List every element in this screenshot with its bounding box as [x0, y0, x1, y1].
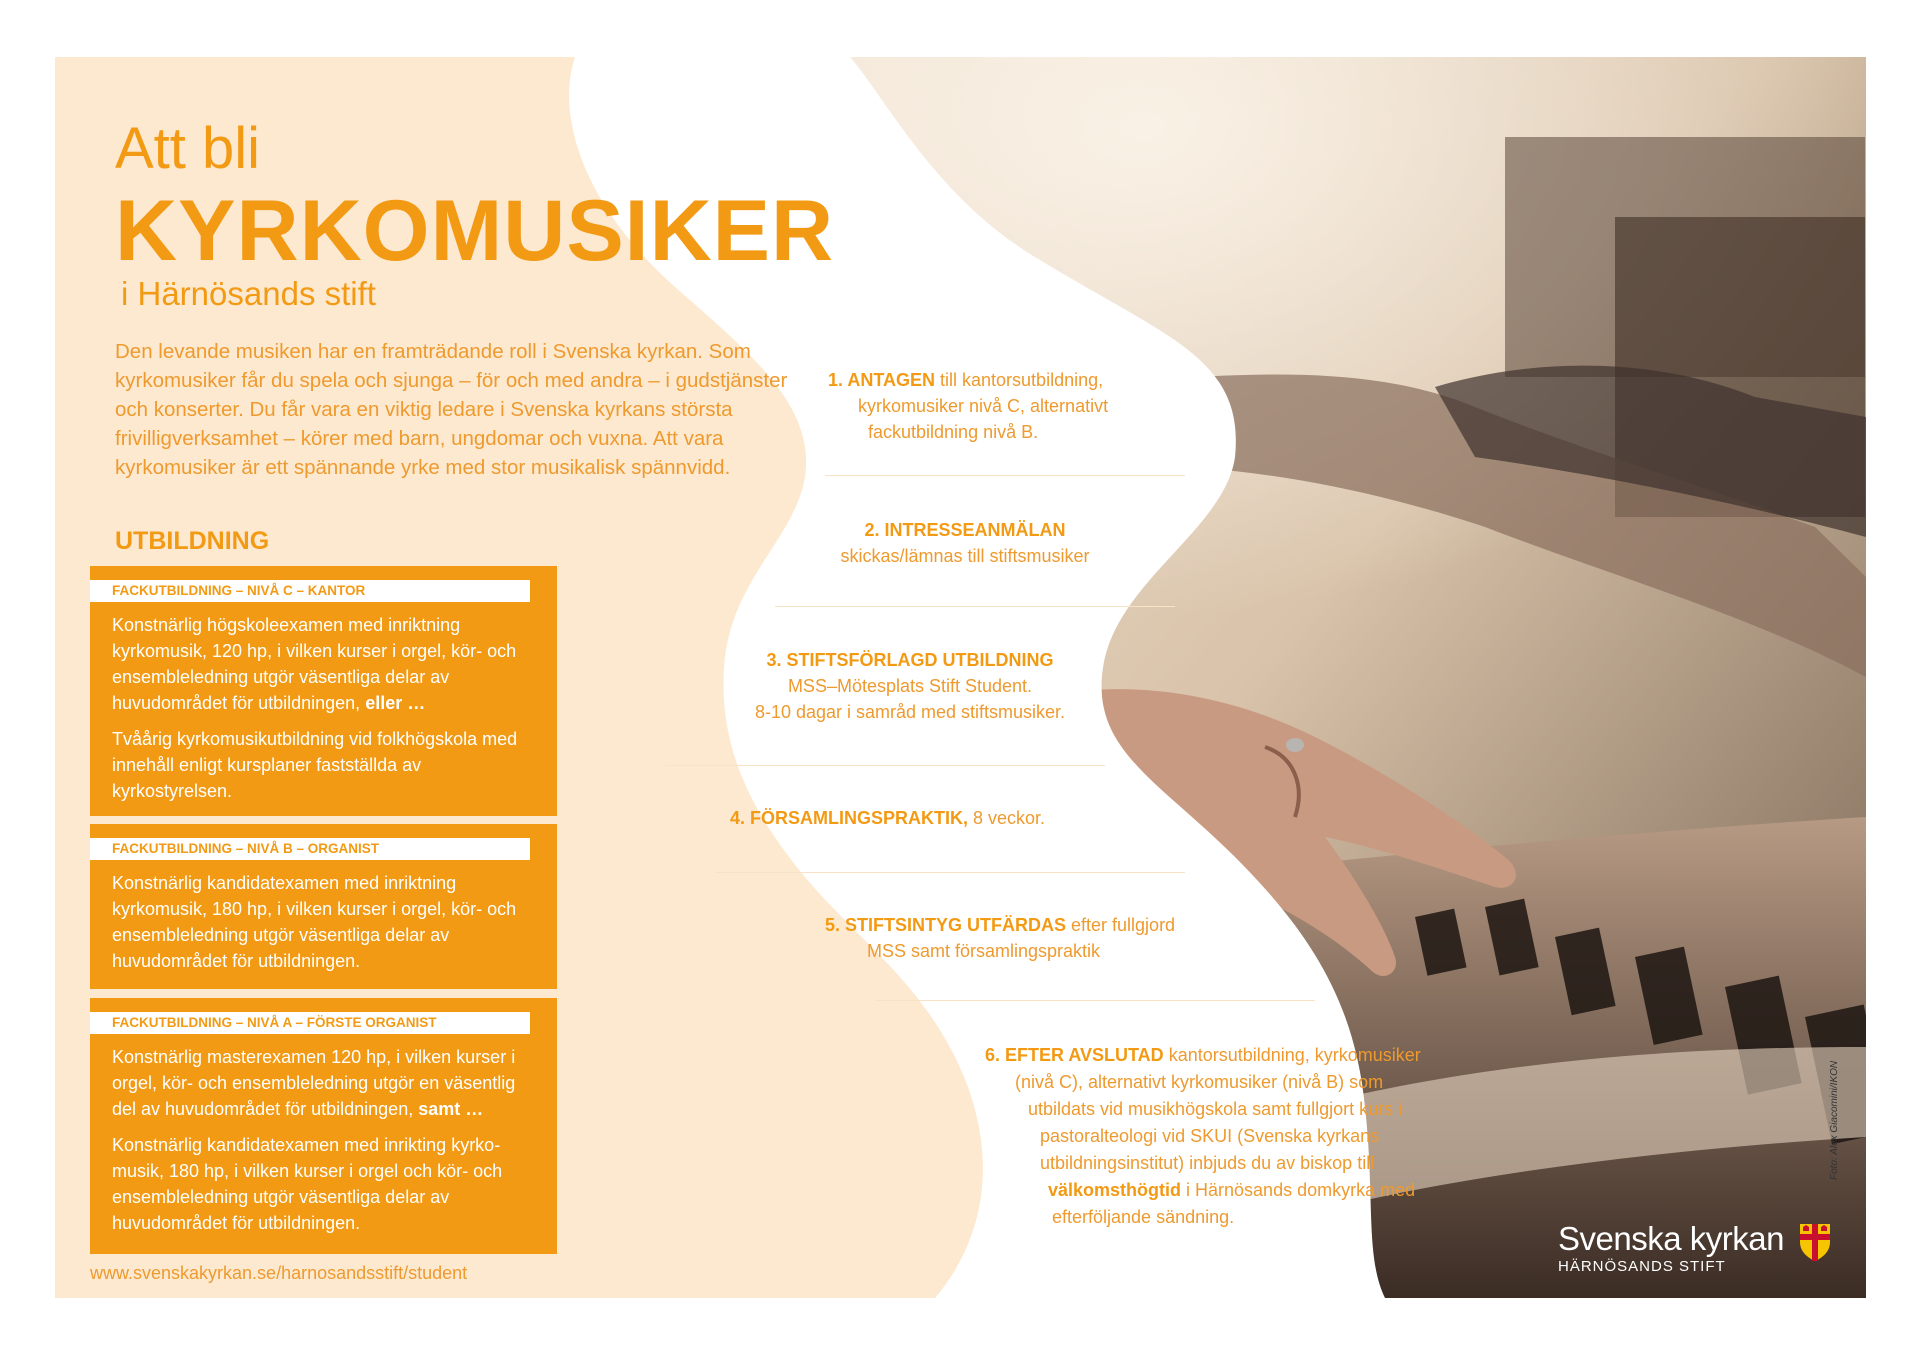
divider	[775, 606, 1175, 607]
step-3-heading: 3. STIFTSFÖRLAGD UTBILDNING	[766, 650, 1054, 670]
education-box-level-a	[90, 998, 557, 1254]
level-c-tag: FACKUTBILDNING – NIVÅ C – KANTOR	[90, 580, 530, 602]
page-title: KYRKOMUSIKER	[115, 183, 835, 279]
step-2	[815, 517, 1115, 569]
step-5-line-1: efter fullgjord	[1066, 915, 1176, 935]
step-5	[825, 912, 1175, 964]
page-subtitle: i Härnösands stift	[121, 275, 376, 312]
step-5-line-2: MSS samt församlingspraktik	[867, 941, 1101, 961]
step-3-line-2: MSS–Mötesplats Stift Student.	[787, 676, 1033, 696]
divider	[665, 765, 1105, 766]
step-6	[985, 1042, 1421, 1231]
step-6-line-7: efterföljande sändning.	[1052, 1207, 1235, 1227]
step-5-heading: 5. STIFTSINTYG UTFÄRDAS	[825, 915, 1067, 935]
svenska-kyrkan-logo	[1558, 1220, 1784, 1275]
education-box-level-c	[90, 566, 557, 816]
step-6-line-6: i Härnösands domkyrka med	[1181, 1180, 1416, 1200]
level-b-text: Konstnärlig kandidatexamen med inriktning kyrkomusik, 180 hp, i vilken kurser i orgel, kör- och ensembleledning utgör väsentliga delar av huvudområdet för utbildningen.	[112, 873, 517, 971]
step-6-heading: 6. EFTER AVSLUTAD	[985, 1045, 1164, 1065]
education-box-level-b	[90, 824, 557, 989]
step-3	[690, 647, 1130, 725]
level-a-bold: samt …	[418, 1099, 484, 1119]
step-4-heading: 4. FÖRSAMLINGSPRAKTIK,	[730, 808, 969, 828]
photo-credit: Foto: Alex Giacomini/IKON	[1829, 1060, 1840, 1180]
step-1-heading: 1. ANTAGEN	[828, 370, 936, 390]
divider	[875, 1000, 1315, 1001]
education-heading: UTBILDNING	[115, 527, 270, 555]
level-c-text: Konstnärlig högskoleexamen med inriktning kyrkomusik, 120 hp, i vilken kurser i orgel, kör- och ensembleledning utgör väsentliga delar av huvudområdet för utbildningen,	[112, 615, 517, 713]
website-link[interactable]: www.svenskakyrkan.se/harnosandsstift/student	[90, 1263, 468, 1283]
level-a-body	[112, 1044, 542, 1246]
title-small: Att bli	[115, 116, 261, 181]
level-b-tag: FACKUTBILDNING – NIVÅ B – ORGANIST	[90, 838, 530, 860]
step-4-line-1: 8 veckor.	[968, 808, 1046, 828]
level-c-bold: eller …	[365, 693, 426, 713]
step-2-heading: 2. INTRESSEANMÄLAN	[864, 520, 1066, 540]
church-crest-icon	[1798, 1222, 1832, 1262]
step-3-line-3: 8-10 dagar i samråd med stiftsmusiker.	[754, 702, 1066, 722]
step-2-line-2: skickas/lämnas till stiftsmusiker	[840, 546, 1090, 566]
step-6-highlight: välkomsthögtid	[1048, 1180, 1182, 1200]
step-1-line-2: kyrkomusiker nivå C, alternativt	[858, 396, 1109, 416]
level-a-text: Konstnärlig masterexamen 120 hp, i vilken kurser i orgel, kör- och ensembleledning utgör en väsentlig del av huvudområdet för utbildningen,	[112, 1047, 516, 1119]
poster	[55, 57, 1866, 1298]
step-4	[730, 805, 1045, 831]
level-c-text-2: Tvåårig kyrkomusikutbildning vid folkhögskola med innehåll enligt kursplaner fastställda av kyrkostyrelsen.	[112, 729, 518, 801]
divider	[715, 872, 1185, 873]
step-6-line-3: utbildats vid musikhögskola samt fullgjort kurs i	[1028, 1099, 1403, 1119]
step-1-line-1: till kantorsutbildning,	[935, 370, 1104, 390]
divider	[825, 475, 1185, 476]
step-1-line-3: fackutbildning nivå B.	[868, 422, 1039, 442]
step-6-line-1: kantorsutbildning, kyrkomusiker	[1163, 1045, 1421, 1065]
step-6-line-2: (nivå C), alternativt kyrkomusiker (nivå B) som	[1015, 1072, 1384, 1092]
logo-subtitle: HÄRNÖSANDS STIFT	[1558, 1258, 1726, 1275]
step-6-line-4: pastoralteologi vid SKUI (Svenska kyrkans	[1040, 1126, 1380, 1146]
logo-name: Svenska kyrkan	[1558, 1220, 1784, 1257]
level-a-text-2: Konstnärlig kandidatexamen med inrikting kyrko-musik, 180 hp, i vilken kurser i orgel och kör- och ensembleledning utgör väsentliga delar av huvudområdet för utbildningen.	[112, 1135, 503, 1233]
level-c-body	[112, 612, 542, 814]
step-6-line-5: utbildningsinstitut) inbjuds du av biskop till	[1040, 1153, 1375, 1173]
level-b-body	[112, 870, 542, 984]
intro-paragraph: Den levande musiken har en framträdande roll i Svenska kyrkan. Som kyrkomusiker får du spela och sjunga – för och med andra – i gudstjänster och konserter. Du får vara en viktig ledare i Svenska kyrkans största frivilligverksamhet – körer med barn, ungdomar och vuxna. Att vara kyrkomusiker är ett spännande yrke med stor musikalisk spännvidd.	[115, 340, 788, 479]
level-a-tag: FACKUTBILDNING – NIVÅ A – FÖRSTE ORGANIST	[90, 1012, 530, 1034]
step-1	[828, 367, 1108, 445]
